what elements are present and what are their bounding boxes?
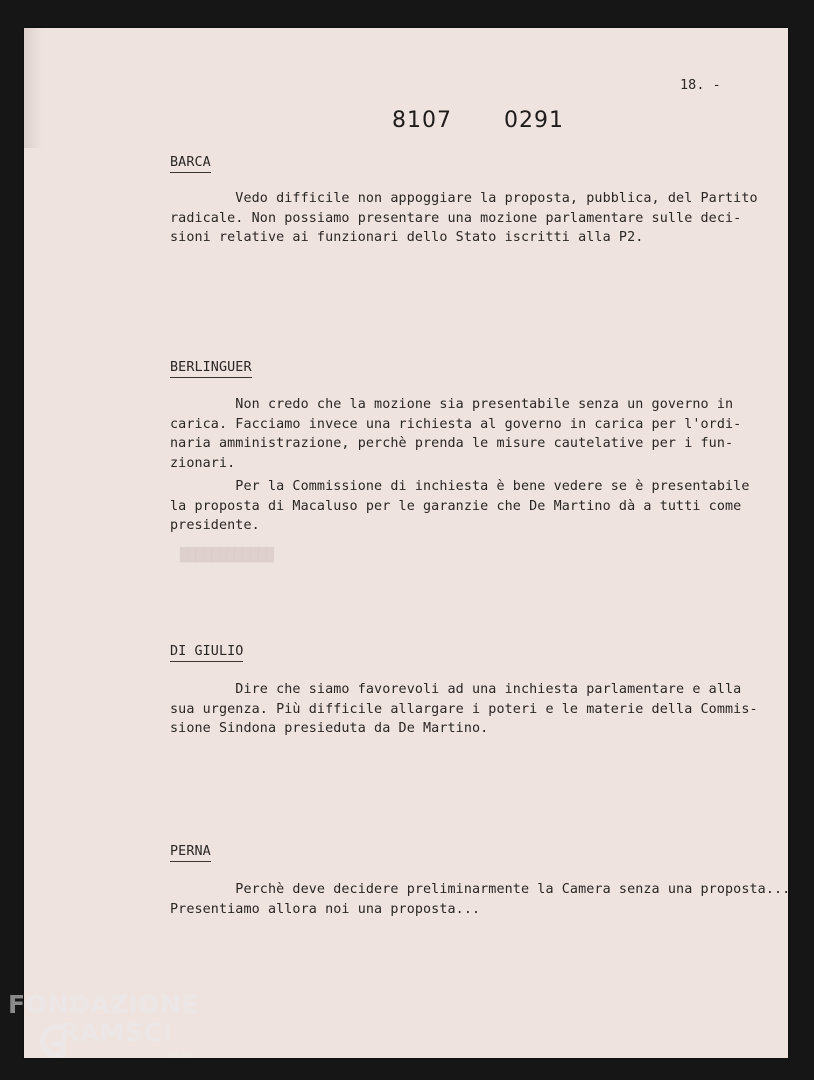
watermark-logo: [4, 990, 214, 1080]
paragraph: Vedo difficile non appoggiare la proposta, pubblica, del Partito radicale. Non possiamo presentare una mozione parlamentare sulle deci- sioni relative ai funzionari dello Stato iscritti alla P2.: [170, 191, 758, 245]
watermark-line1: FONDAZIONE: [8, 990, 200, 1019]
paragraph: Perchè deve decidere preliminarmente la Camera senza una proposta... Presentiamo allora noi una proposta...: [170, 882, 791, 917]
speaker-name: BARCA: [170, 154, 211, 173]
speaker-name: PERNA: [170, 843, 211, 862]
paper-edge: [24, 28, 42, 148]
watermark-line3: onlus: [168, 1048, 198, 1061]
bleed-through: ████████████: [180, 548, 274, 563]
paragraph: Non credo che la mozione sia presentabile senza un governo in carica. Facciamo invece una richiesta al governo in carica per l'ordi- naria amministrazione, perchè prenda le misure cautelative per i fun- zionari.: [170, 397, 742, 471]
speaker-name: DI GIULIO: [170, 643, 243, 662]
watermark-line2: RAMSCI: [60, 1018, 173, 1047]
speaker-name: BERLINGUER: [170, 359, 252, 378]
paragraph: Per la Commissione di inchiesta è bene vedere se è presentabile la proposta di Macaluso per le garanzie che De Martino dà a tutti come presidente.: [170, 479, 750, 533]
paragraph: Dire che siamo favorevoli ad una inchiesta parlamentare e alla sua urgenza. Più difficile allargare i poteri e le materie della Commis- sione Sindona presieduta da De Martino.: [170, 682, 758, 736]
page-number: 18. -: [680, 78, 721, 93]
document-id: 8107 0291: [392, 108, 564, 133]
